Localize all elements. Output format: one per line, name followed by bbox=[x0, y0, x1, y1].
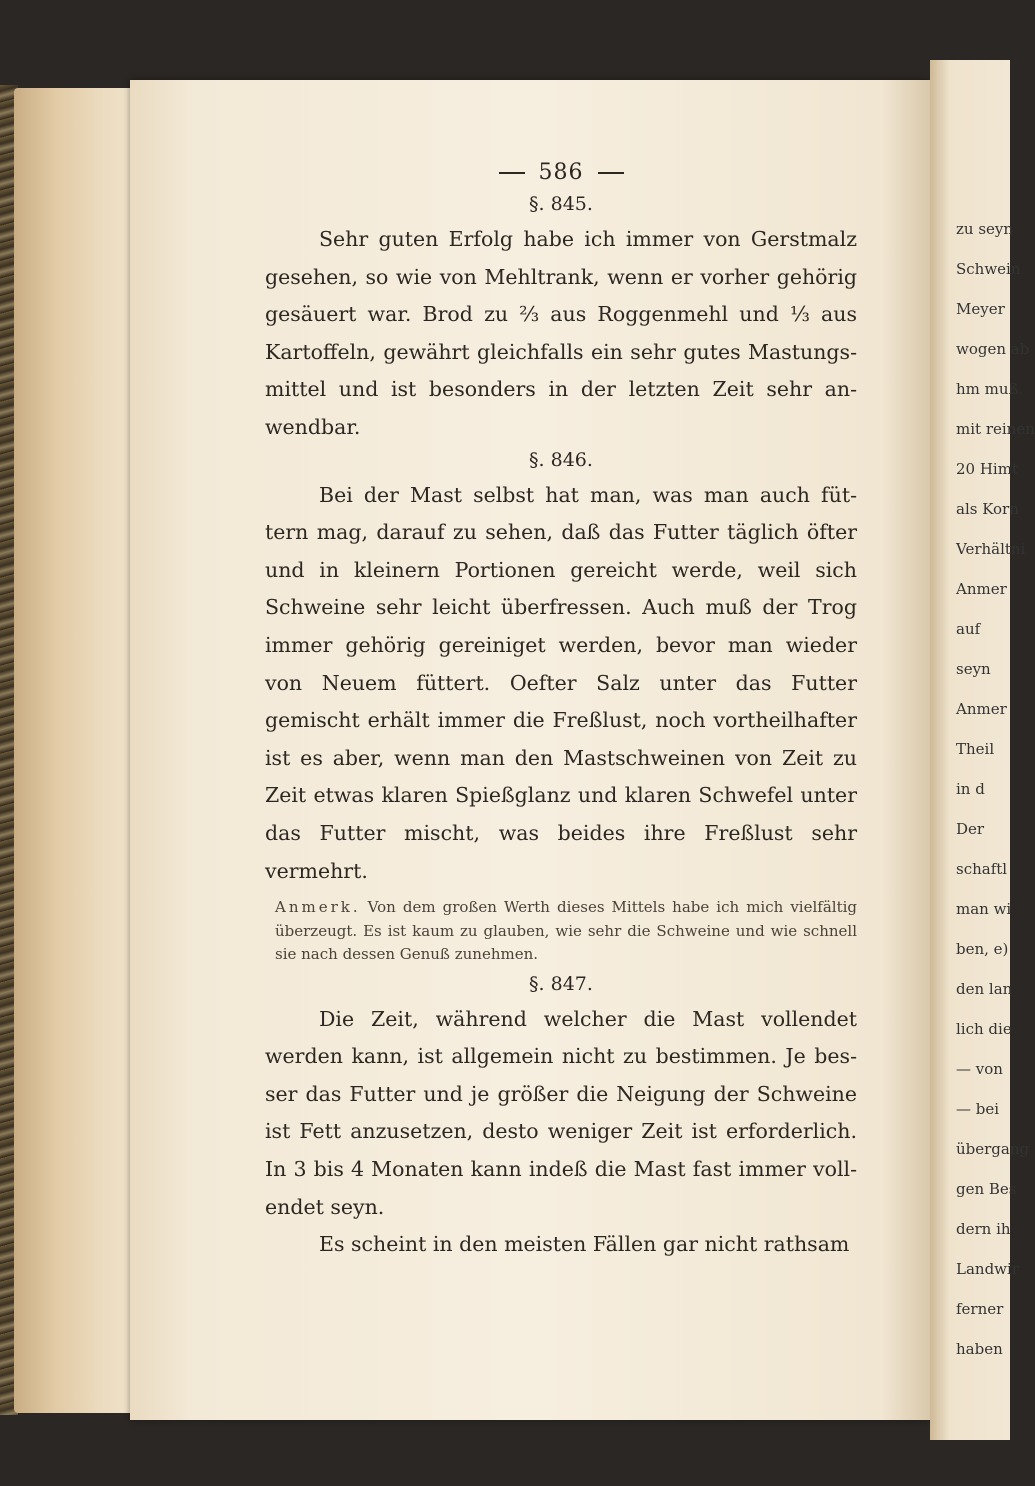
facing-page-fragment: den lan bbox=[956, 980, 1013, 998]
section-heading: §. 845. bbox=[529, 193, 593, 215]
section-heading: §. 847. bbox=[529, 972, 593, 995]
header-dash-right bbox=[598, 172, 624, 174]
facing-page-fragment: zu seyn bbox=[956, 220, 1014, 238]
facing-page-fragment: Verhältni bbox=[956, 540, 1026, 558]
facing-page-fragment: haben bbox=[956, 1340, 1003, 1358]
footnote-label: Anmerk. bbox=[275, 898, 361, 917]
facing-page-fragment: in d bbox=[956, 780, 985, 798]
facing-page-fragment: als Korn bbox=[956, 500, 1019, 518]
section-heading: §. 846. bbox=[529, 448, 593, 471]
section-paragraph: Sehr guten Erfolg habe ich immer von Gerstmalz gesehen, so wie von Mehltrank, wenn er vorher gehörig gesäuert war. Brod zu ⅔ aus Roggenmehl und ⅓ aus Kartoffeln, gewährt gleichfalls ein sehr gutes Mastungs-mittel und ist besonders in der letzten Zeit sehr an-wendbar. bbox=[265, 227, 857, 439]
section-paragraph: Bei der Mast selbst hat man, was man auch füt-tern mag, darauf zu sehen, daß das Futter täglich öfter und in kleinern Portionen gereicht werde, weil sich Schweine sehr leicht überfressen. Auch muß der Trog immer gehörig gereiniget werden, bevor man wieder von Neuem füttert. Oefter Salz unter das Futter gemischt erhält immer die Freßlust, noch vortheilhafter ist es aber, wenn man den Mastschweinen von Zeit zu Zeit etwas klaren Spießglanz und klaren Schwefel unter das Futter mischt, was beides ihre Freßlust sehr vermehrt. bbox=[265, 482, 857, 883]
facing-page-fragment: gen Bes bbox=[956, 1180, 1017, 1198]
facing-page-fragment: 20 Himt bbox=[956, 460, 1018, 478]
page-stack bbox=[14, 88, 134, 1413]
page-header bbox=[265, 160, 857, 185]
facing-page-fragment: mit reinen bbox=[956, 420, 1035, 438]
facing-page-fragment: übergang bbox=[956, 1140, 1030, 1158]
facing-page-fragment: ben, e) bbox=[956, 940, 1009, 958]
facing-page-fragment: ferner bbox=[956, 1300, 1004, 1318]
facing-page-fragment: lich die bbox=[956, 1020, 1012, 1038]
facing-page-fragment: Anmer bbox=[956, 700, 1007, 718]
facing-page-fragment: schaftl bbox=[956, 860, 1008, 878]
facing-page-fragment: dern ih bbox=[956, 1220, 1011, 1238]
facing-page-fragment: seyn bbox=[956, 660, 991, 678]
facing-page-fragment: — von bbox=[956, 1060, 1003, 1078]
footnote bbox=[275, 896, 857, 967]
facing-page-fragment: Landwir bbox=[956, 1260, 1019, 1278]
facing-page-fragment: auf bbox=[956, 620, 981, 638]
facing-page-fragment: Schwein bbox=[956, 260, 1021, 278]
section-paragraph: Die Zeit, während welcher die Mast vollendet werden kann, ist allgemein nicht zu bestimmen. Je bes-ser das Futter und je größer die Neigung der Schweine ist Fett anzusetzen, desto weniger Zeit ist erforderlich. In 3 bis 4 Monaten kann indeß die Mast fast immer voll-endet seyn. bbox=[265, 1006, 857, 1219]
facing-page-fragment: — bei bbox=[956, 1100, 1000, 1118]
facing-page-fragment: hm muß. bbox=[956, 380, 1024, 398]
facing-page-fragment: Der bbox=[956, 820, 985, 838]
facing-page-fragment: Theil bbox=[956, 740, 995, 758]
page-text bbox=[265, 160, 857, 1264]
facing-page-fragment: man wi bbox=[956, 900, 1012, 918]
page-number: 586 bbox=[538, 160, 584, 185]
facing-page-edge bbox=[930, 60, 1035, 1440]
facing-page-fragment: Meyer bbox=[956, 300, 1005, 318]
footnote-text: Von dem großen Werth dieses Mittels habe ich mich vielfältig überzeugt. Es ist kaum zu glauben, wie sehr die Schweine und wie schnell sie nach dessen Genuß zunehmen. bbox=[275, 898, 857, 964]
facing-page-fragment: wogen ab bbox=[956, 340, 1030, 358]
header-dash-left bbox=[499, 172, 525, 174]
section-paragraph-continued: Es scheint in den meisten Fällen gar nicht rathsam bbox=[319, 1232, 850, 1257]
facing-page-fragment: Anmer bbox=[956, 580, 1007, 598]
